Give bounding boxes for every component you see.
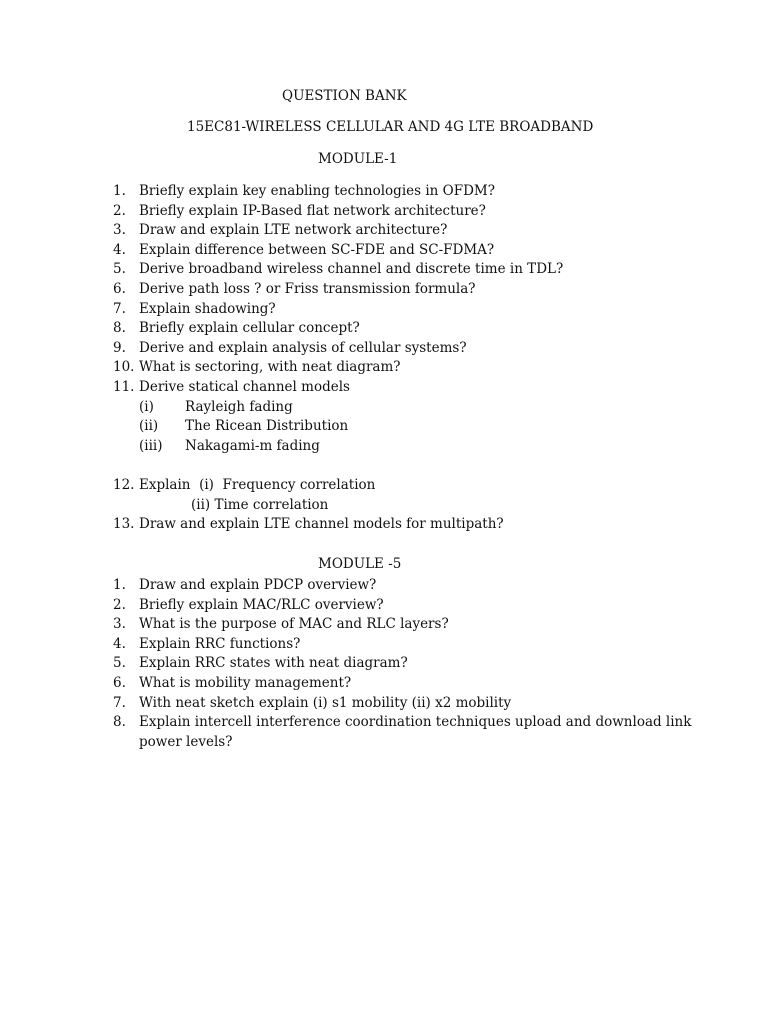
list-item-continuation: (ii) Time correlation (191, 496, 329, 513)
module1-heading: MODULE-1 (318, 151, 398, 167)
list-item: 1. Draw and explain PDCP overview? (113, 577, 377, 593)
list-item: 3. What is the purpose of MAC and RLC layers? (113, 616, 449, 633)
list-item: 7. With neat sketch explain (i) s1 mobility (ii) x2 mobility (113, 694, 512, 711)
module5-heading: MODULE -5 (318, 556, 402, 572)
spacer (113, 456, 693, 476)
list-item: 4. Explain difference between SC-FDE and SC-FDMA? (113, 241, 495, 258)
list-item: 1. Briefly explain key enabling technologies in OFDM? (113, 183, 495, 199)
list-item: 2. Briefly explain MAC/RLC overview? (113, 596, 384, 613)
list-item: 5. Explain RRC states with neat diagram? (113, 655, 408, 672)
subject-title: 15EC81-WIRELESS CELLULAR AND 4G LTE BROADBAND (187, 119, 594, 135)
sub-list-item: (iii) Nakagami-m fading (139, 437, 320, 454)
list-item: 10. What is sectoring, with neat diagram? (113, 359, 401, 376)
list-item: 2. Briefly explain IP-Based flat network architecture? (113, 202, 486, 219)
list-item: 13. Draw and explain LTE channel models for multipath? (113, 516, 504, 533)
document-title: QUESTION BANK (282, 88, 407, 104)
list-item: 3. Draw and explain LTE network architecture? (113, 222, 448, 239)
list-item: 8. Briefly explain cellular concept? (113, 320, 360, 337)
list-item: 11. Derive statical channel models (113, 378, 350, 395)
list-item: 9. Derive and explain analysis of cellular systems? (113, 339, 467, 356)
sub-list-item: (i) Rayleigh fading (139, 398, 293, 415)
list-item: 7. Explain shadowing? (113, 300, 276, 317)
module5-question-list (113, 576, 693, 752)
list-item: 4. Explain RRC functions? (113, 635, 301, 652)
module1-question-list (113, 182, 693, 535)
list-item: 8. Explain intercell interference coordination techniques upload and download link power levels? (113, 714, 692, 750)
list-item: 6. Derive path loss ? or Friss transmission formula? (113, 280, 476, 297)
list-item: 6. What is mobility management? (113, 674, 352, 691)
list-item: 12. Explain (i) Frequency correlation (113, 476, 376, 493)
list-item: 5. Derive broadband wireless channel and discrete time in TDL? (113, 261, 564, 278)
sub-list-item: (ii) The Ricean Distribution (139, 418, 349, 435)
